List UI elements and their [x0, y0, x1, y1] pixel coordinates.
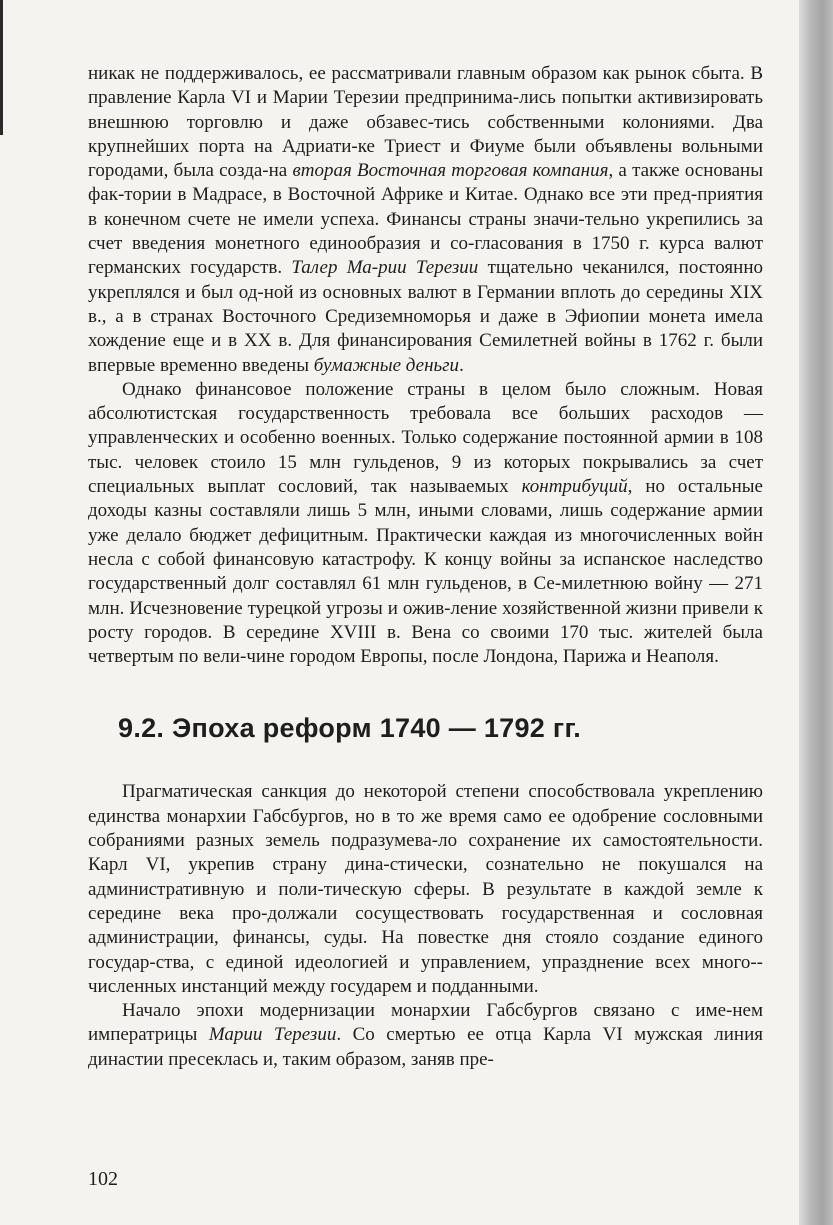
text-run: Начало эпохи модернизации монархии Габсбургов связано с име-нем императрицы	[88, 1000, 763, 1046]
italic-term: бумажные деньги	[313, 354, 460, 376]
paragraph	[88, 62, 763, 378]
text-run: тщательно чеканился, постоянно укреплялся и был од-ной из основных валют в Германии вплоть до середины XIX в., а в странах Восточного Средиземноморья и даже в Эфиопии монета имела хождение еще и в XX в. Для финансирования Семилетней войны в 1762 г. были впервые временно введены	[88, 257, 763, 376]
page-number: 102	[88, 1168, 118, 1190]
paragraph	[88, 378, 763, 670]
book-binding-shadow	[799, 0, 833, 1225]
text-run: , но остальные доходы казны составляли лишь 5 млн, иными словами, лишь содержание армии уже делало бюджет дефицитным. Практически каждая из многочисленных войн несла с собой финансовую катастрофу. К концу войны за испанское наследство государственный долг составлял 61 млн гульденов, в Се-милетнюю войну — 271 млн. Исчезновение турецкой угрозы и ожив-ление хозяйственной жизни привели к росту городов. В середине XVIII в. Вена со своими 170 тыс. жителей была четвертым по вели-чине городом Европы, после Лондона, Парижа и Неаполя.	[88, 476, 763, 668]
page-text-block	[88, 62, 763, 1072]
left-margin-rule	[0, 0, 3, 135]
section-heading: 9.2. Эпоха реформ 1740 — 1792 гг.	[118, 713, 582, 744]
italic-term: контрибуций	[521, 476, 628, 498]
text-run: никак не поддерживалось, ее рассматривали главным образом как рынок сбыта. В правление Карла VI и Марии Терезии предпринима-лись попытки активизировать внешнюю торговлю и даже обзавес-тись собственными колониями. Два крупнейших порта на Адриати-ке Триест и Фиуме были объявлены вольными городами, была созда-на	[88, 63, 763, 182]
italic-term: Талер Ма-рии Терезии	[291, 257, 479, 279]
bottom-paragraphs	[88, 780, 763, 1072]
top-paragraphs	[88, 62, 763, 669]
paragraph	[88, 999, 763, 1072]
text-run: . Со смертью ее отца Карла VI мужская линия династии пресеклась и, таким образом, заняв пре-	[88, 1024, 763, 1070]
text-run: .	[459, 354, 464, 376]
italic-term: Марии Терезии	[208, 1024, 337, 1046]
paragraph	[88, 780, 763, 999]
text-run: Однако финансовое положение страны в целом было сложным. Новая абсолютистская государственность требовала все больших расходов — управленческих и особенно военных. Только содержание постоянной армии в 108 тыс. человек стоило 15 млн гульденов, 9 из которых покрывались за счет специальных выплат сословий, так называемых	[88, 378, 763, 498]
text-run: Прагматическая санкция до некоторой степени способствовала укреплению единства монархии Габсбургов, но в то же время само ее одобрение сословными собраниями разных земель подразумева-ло сохранение их самостоятельности. Карл VI, укрепив страну дина-стически, сознательно не покушался на административную и поли-тическую сферы. В результате в каждой земле к середине века про-должали сосуществовать государственная и сословная администрации, финансы, суды. На повестке дня стояло создание единого государ-ства, с единой идеологией и управлением, упразднение всех много-численных инстанций между государем и подданными.	[88, 781, 763, 997]
italic-term: вторая Восточная торговая компания	[292, 160, 609, 182]
text-run: , а также основаны фак-тории в Мадрасе, в Восточной Африке и Китае. Однако все эти пред-приятия в конечном счете не имели успеха. Финансы страны значи-тельно укрепились за счет введения монетного единообразия и со-гласования в 1750 г. курса валют германских государств.	[88, 160, 763, 279]
